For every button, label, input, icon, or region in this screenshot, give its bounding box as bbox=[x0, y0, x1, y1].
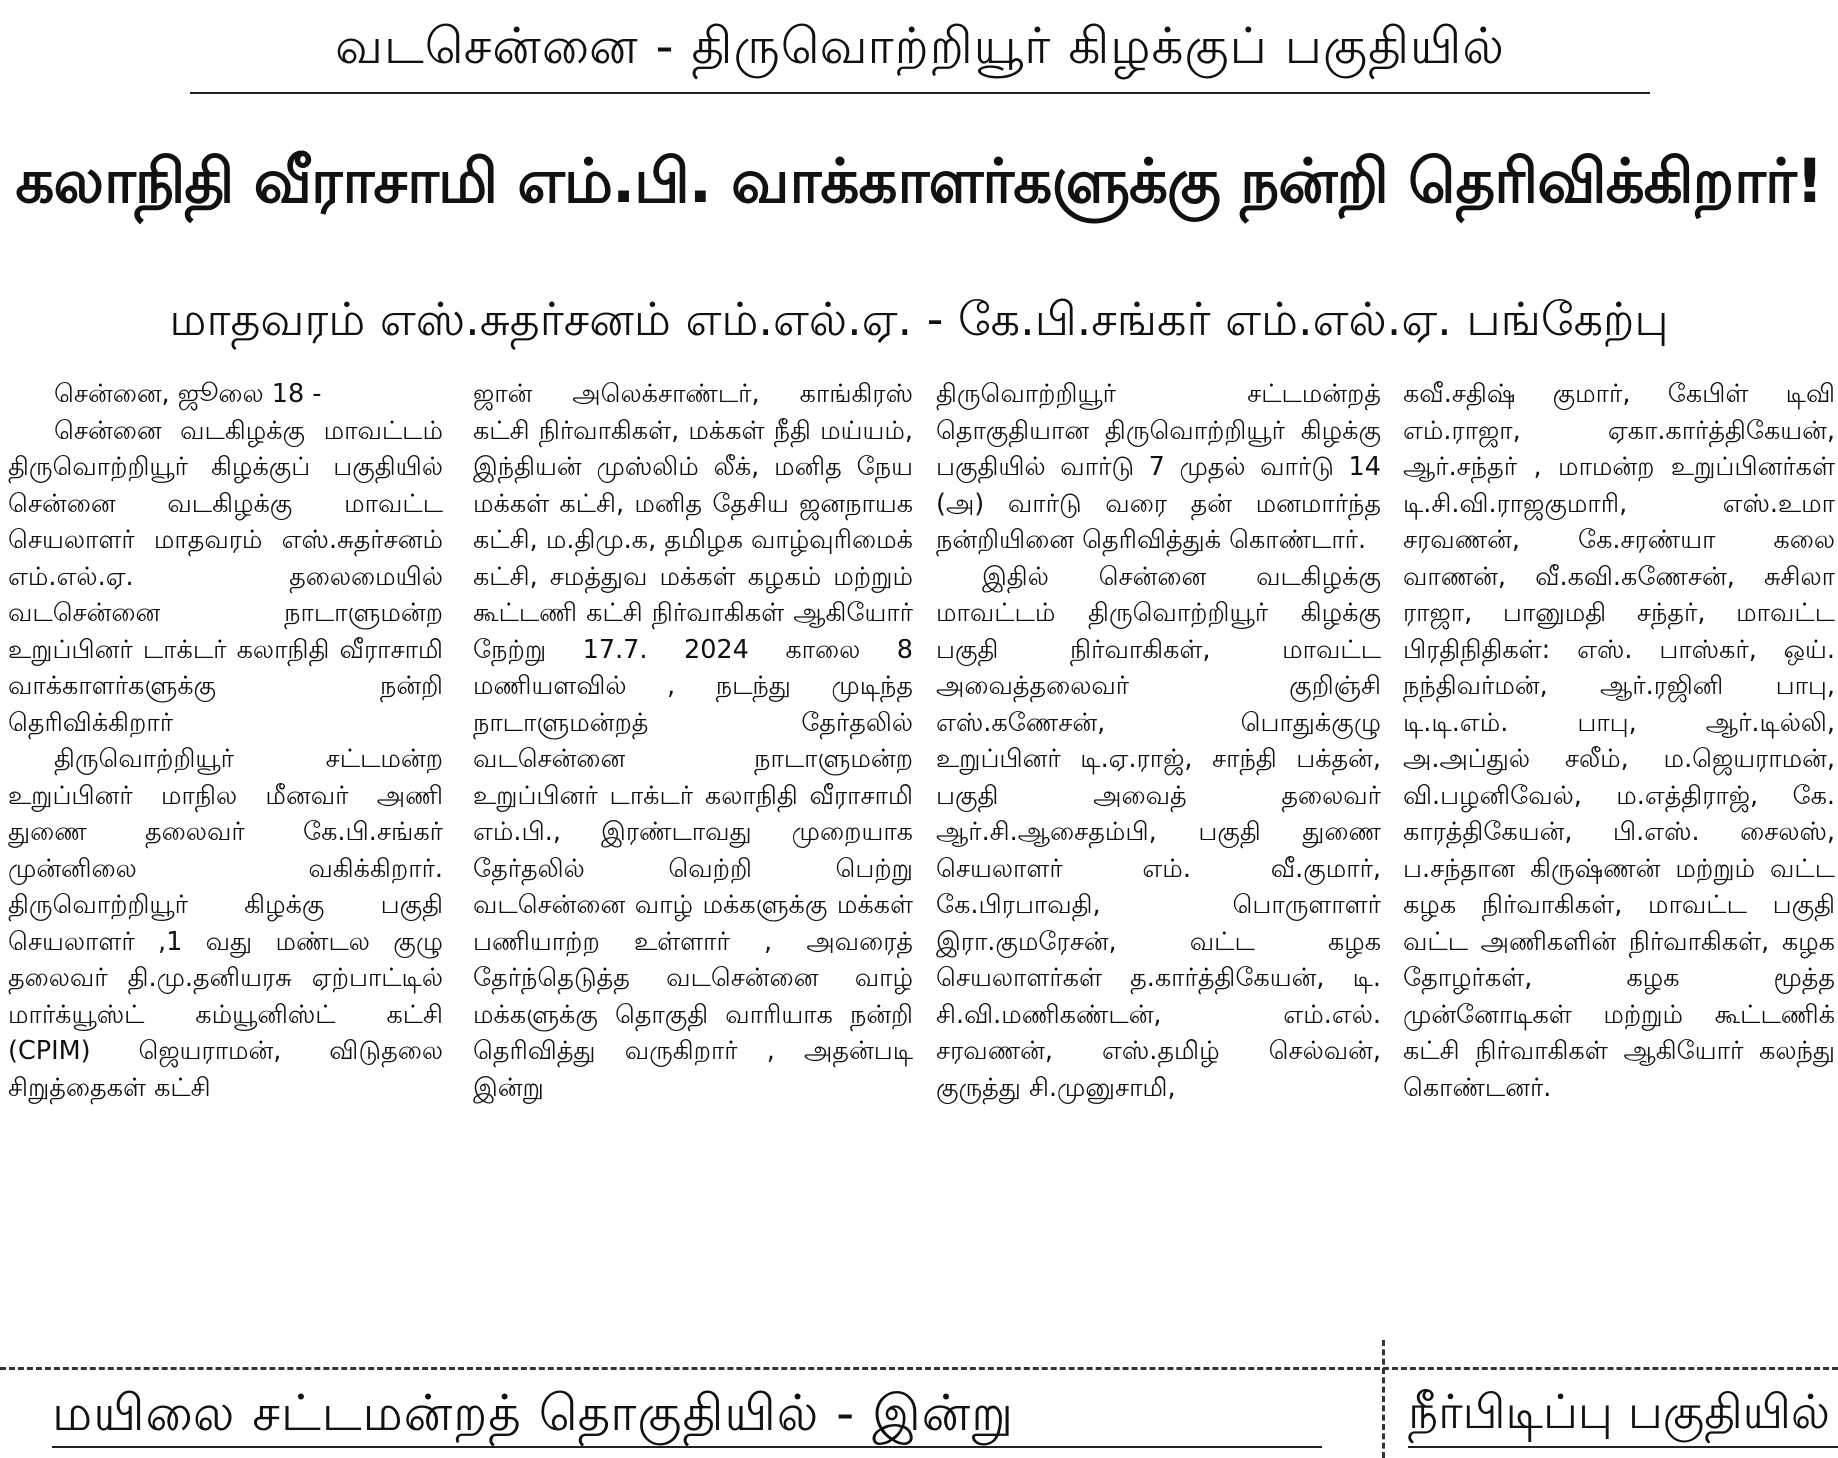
article-column-4 bbox=[1403, 376, 1835, 1361]
article-kicker: வடசென்னை - திருவொற்றியூர் கிழக்குப் பகுதியில் bbox=[335, 17, 1505, 75]
article-subheadline: மாதவரம் எஸ்.சுதர்சனம் எம்.எல்.ஏ. - கே.பி.சங்கர் எம்.எல்.ஏ. பங்கேற்பு bbox=[169, 292, 1669, 346]
article-column-3 bbox=[936, 376, 1381, 1361]
next-story-left-underline bbox=[52, 1446, 1322, 1448]
column-3-paragraph-1: திருவொற்றியூர் சட்டமன்றத் தொகுதியான திருவொற்றியூர் கிழக்கு பகுதியில் வார்டு 7 முதல் வார்டு 14 (அ) வார்டு வரை தன் மனமார்ந்த நன்றியினை தெரிவித்துக் கொண்டார். bbox=[936, 379, 1381, 555]
article-column-2 bbox=[473, 376, 913, 1361]
article-body bbox=[8, 376, 1838, 1361]
section-divider-vertical bbox=[1382, 1340, 1385, 1458]
column-1-paragraph-1: சென்னை வடகிழக்கு மாவட்டம் திருவொற்றியூர் கிழக்குப் பகுதியில் சென்னை வடகிழக்கு மாவட்ட செயலாளர் மாதவரம் எஸ்.சுதர்சனம் எம்.எல்.ஏ. தலைமையில் வடசென்னை நாடாளுமன்ற உறுப்பினர் டாக்டர் கலாநிதி வீராசாமி வாக்காளர்களுக்கு நன்றி தெரிவிக்கிறார் bbox=[8, 415, 443, 738]
dateline: சென்னை, ஜூலை 18 - bbox=[54, 379, 322, 409]
section-divider-horizontal bbox=[0, 1367, 1838, 1370]
column-1-paragraph-2: திருவொற்றியூர் சட்டமன்ற உறுப்பினர் மாநில மீனவர் அணி துணை தலைவர் கே.பி.சங்கர் முன்னிலை வகிக்கிறார். திருவொற்றியூர் கிழக்கு பகுதி செயலாளர் ,1 வது மண்டல குழு தலைவர் தி.மு.தனியரசு ஏற்பாட்டில் மார்க்யூஸ்ட் கம்யூனிஸ்ட் கட்சி (CPIM) ஜெயராமன், விடுதலை சிறுத்தைகள் கட்சி bbox=[8, 744, 443, 1103]
column-3-paragraph-2: இதில் சென்னை வடகிழக்கு மாவட்டம் திருவொற்றியூர் கிழக்கு பகுதி நிர்வாகிகள், மாவட்ட அவைத்தலைவர் குறிஞ்சி எஸ்.கணேசன், பொதுக்குழு உறுப்பினர் டி.ஏ.ராஜ், சாந்தி பக்தன், பகுதி அவைத் தலைவர் ஆர்.சி.ஆசைதம்பி, பகுதி துணை செயலாளர் எம். வீ.குமார், கே.பிரபாவதி, பொருளாளர் இரா.குமரேசன், வட்ட கழக செயலாளர்கள் த.கார்த்திகேயன், டி. சி.வி.மணிகண்டன், எம்.எல். சரவணன், எஸ்.தமிழ் செல்வன், குருத்து சி.முனுசாமி, bbox=[936, 561, 1381, 1103]
article-headline: கலாநிதி வீராசாமி எம்.பி. வாக்காளர்களுக்கு நன்றி தெரிவிக்கிறார்! bbox=[15, 146, 1823, 217]
article-column-1 bbox=[8, 376, 443, 1361]
kicker-underline bbox=[190, 92, 1650, 94]
column-4-paragraph-1: கவீ.சதிஷ் குமார், கேபிள் டிவி எம்.ராஜா, ஏகா.கார்த்திகேயன், ஆர்.சந்தர் , மாமன்ற உறுப்பினர்கள் டி.சி.வி.ராஜகுமாரி, எஸ்.உமா சரவணன், கே.சரண்யா கலை வாணன், வீ.கவி.கணேசன், சுசிலா ராஜா, பானுமதி சந்தர், மாவட்ட பிரதிநிதிகள்: எஸ். பாஸ்கர், ஒய். நந்திவர்மன், ஆர்.ரஜினி பாபு, டி.டி.எம். பாபு, ஆர்.டில்லி, அ.அப்துல் சலீம், ம.ஜெயராமன், வி.பழனிவேல், ம.எத்திராஜ், கே. காரத்திகேயன், பி.எஸ். சைலஸ், ப.சந்தான கிருஷ்ணன் மற்றும் வட்ட கழக நிர்வாகிகள், மாவட்ட பகுதி வட்ட அணிகளின் நிர்வாகிகள், கழக தோழர்கள், கழக மூத்த முன்னோடிகள் மற்றும் கூட்டணிக் கட்சி நிர்வாகிகள் ஆகியோர் கலந்து கொண்டனர். bbox=[1403, 379, 1835, 1103]
next-story-heading-left: மயிலை சட்டமன்றத் தொகுதியில் - இன்று bbox=[52, 1384, 1015, 1442]
column-2-paragraph-1: ஜான் அலெக்சாண்டர், காங்கிரஸ் கட்சி நிர்வாகிகள், மக்கள் நீதி மய்யம், இந்தியன் முஸ்லிம் லீக், மனித நேய மக்கள் கட்சி, மனித தேசிய ஜனநாயக கட்சி, ம.திமு.க, தமிழக வாழ்வுரிமைக் கட்சி, சமத்துவ மக்கள் கழகம் மற்றும் கூட்டணி கட்சி நிர்வாகிகள் ஆகியோர் நேற்று 17.7. 2024 காலை 8 மணியளவில் , நடந்து முடிந்த நாடாளுமன்றத் தேர்தலில் வடசென்னை நாடாளுமன்ற உறுப்பினர் டாக்டர் கலாநிதி வீராசாமி எம்.பி., இரண்டாவது முறையாக தேர்தலில் வெற்றி பெற்று வடசென்னை வாழ் மக்களுக்கு மக்கள் பணியாற்ற உள்ளார் , அவரைத் தேர்ந்தெடுத்த வடசென்னை வாழ் மக்களுக்கு தொகுதி வாரியாக நன்றி தெரிவித்து வருகிறார் , அதன்படி இன்று bbox=[473, 379, 913, 1103]
next-story-heading-right: நீர்பிடிப்பு பகுதியில் bbox=[1408, 1385, 1831, 1440]
next-story-right-underline bbox=[1408, 1446, 1838, 1448]
